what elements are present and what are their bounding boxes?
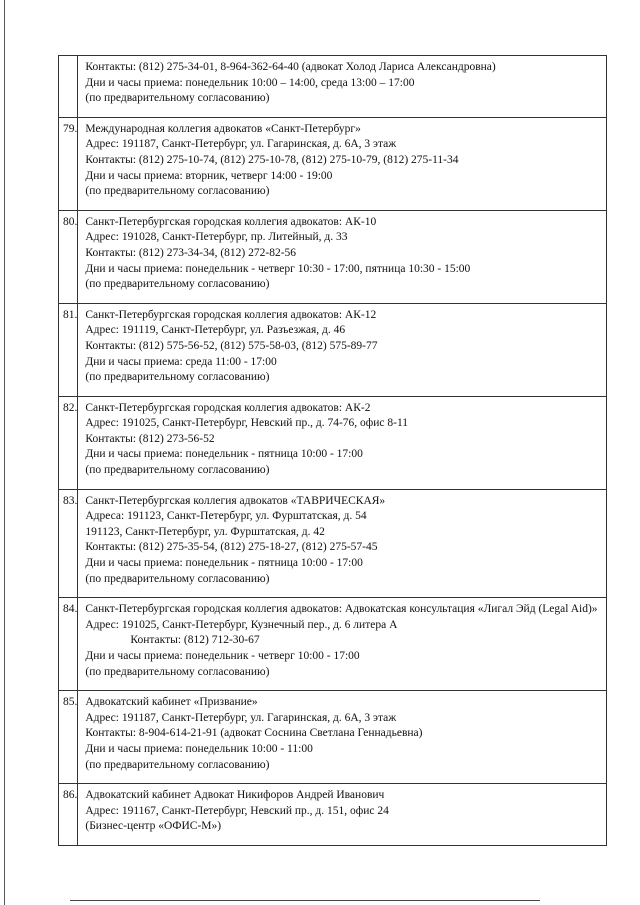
- table-row: [59, 489, 607, 598]
- entry-line: Дни и часы приема: понедельник 10:00 – 14:00, среда 13:00 – 17:00: [85, 76, 415, 89]
- entry-line: Дни и часы приема: среда 11:00 - 17:00: [85, 355, 277, 368]
- entry-number: 81.: [59, 303, 78, 396]
- entry-line: (по предварительному согласованию): [85, 665, 270, 678]
- entry-line: Дни и часы приема: понедельник - пятница 10:00 - 17:00: [85, 557, 363, 570]
- entry-number: 84.: [59, 598, 78, 691]
- entry-line: Адрес: 191025, Санкт-Петербург, Кузнечный пер., д. 6 литера А: [85, 618, 398, 631]
- entry-line: (Бизнес-центр «ОФИС-М»): [85, 820, 222, 833]
- entry-line: Контакты: (812) 575-56-52, (812) 575-58-03, (812) 575-89-77: [85, 339, 378, 352]
- entry-line: Санкт-Петербургская городская коллегия адвокатов: АК-2: [85, 401, 371, 414]
- entry-number: 86.: [59, 784, 78, 846]
- entry-line: 191123, Санкт-Петербург, ул. Фурштатская, д. 42: [85, 525, 325, 538]
- entry-line: (по предварительному согласованию): [85, 92, 270, 105]
- entry-line: Контакты: (812) 273-34-34, (812) 272-82-56: [85, 246, 297, 259]
- entry-line: Санкт-Петербургская городская коллегия адвокатов: АК-12: [85, 308, 377, 321]
- table-row: [59, 691, 607, 784]
- table-row: [59, 598, 607, 691]
- table-row: [59, 56, 607, 118]
- entry-line: (по предварительному согласованию): [85, 185, 270, 198]
- entry-line: Адреса: 191123, Санкт-Петербург, ул. Фурштатская, д. 54: [85, 510, 367, 523]
- entry-details: [78, 303, 606, 396]
- entry-details: [78, 117, 606, 210]
- entry-number: [59, 56, 78, 118]
- table-row: [59, 117, 607, 210]
- entry-number: 79.: [59, 117, 78, 210]
- entry-line: Адрес: 191167, Санкт-Петербург, Невский пр., д. 151, офис 24: [85, 804, 389, 817]
- entry-line: Адрес: 191119, Санкт-Петербург, ул. Разъезжая, д. 46: [85, 324, 346, 337]
- entry-details: [78, 210, 606, 303]
- entry-number: 85.: [59, 691, 78, 784]
- entry-line: Контакты: (812) 275-10-74, (812) 275-10-78, (812) 275-10-79, (812) 275-11-34: [85, 153, 459, 166]
- table-row: [59, 210, 607, 303]
- table-row: [59, 784, 607, 846]
- entry-details: [78, 489, 606, 598]
- entry-line: Адвокатский кабинет «Призвание»: [85, 696, 258, 709]
- entry-line: Адрес: 191187, Санкт-Петербург, ул. Гагаринская, д. 6А, 3 этаж: [85, 138, 397, 151]
- entry-line: (по предварительному согласованию): [85, 278, 270, 291]
- table-row: [59, 396, 607, 489]
- advocates-table: [58, 55, 607, 846]
- entry-line: Санкт-Петербургская городская коллегия адвокатов: АК-10: [85, 215, 377, 228]
- entry-number: 80.: [59, 210, 78, 303]
- entry-details: [78, 784, 606, 846]
- entry-line: (по предварительному согласованию): [85, 572, 270, 585]
- entry-line: Адрес: 191028, Санкт-Петербург, пр. Литейный, д. 33: [85, 231, 348, 244]
- table-row: [59, 303, 607, 396]
- entry-line: Дни и часы приема: понедельник - пятница 10:00 - 17:00: [85, 448, 363, 461]
- entry-line: Адвокатский кабинет Адвокат Никифоров Андрей Иванович: [85, 789, 385, 802]
- scan-edge-line: [4, 0, 5, 905]
- entry-line: Санкт-Петербургская коллегия адвокатов «ТАВРИЧЕСКАЯ»: [85, 494, 386, 507]
- entry-line: Контакты: 8-904-614-21-91 (адвокат Соснина Светлана Геннадьевна): [85, 727, 423, 740]
- entry-details: [78, 598, 606, 691]
- entry-line: Дни и часы приема: вторник, четверг 14:00 - 19:00: [85, 169, 333, 182]
- entry-line: Контакты: (812) 712-30-67: [130, 634, 260, 647]
- entry-details: [78, 396, 606, 489]
- entry-number: 83.: [59, 489, 78, 598]
- entry-line: Контакты: (812) 275-34-01, 8-964-362-64-40 (адвокат Холод Лариса Александровна): [85, 61, 496, 73]
- entry-line: Контакты: (812) 275-35-54, (812) 275-18-27, (812) 275-57-45: [85, 541, 378, 554]
- entry-line: Адрес: 191187, Санкт-Петербург, ул. Гагаринская, д. 6А, 3 этаж: [85, 711, 397, 724]
- entry-line: Дни и часы приема: понедельник - четверг 10:30 - 17:00, пятница 10:30 - 15:00: [85, 262, 471, 275]
- entry-line: Международная коллегия адвокатов «Санкт-Петербург»: [85, 122, 361, 135]
- entry-line: Дни и часы приема: понедельник 10:00 - 11:00: [85, 742, 313, 755]
- entry-line: Контакты: (812) 273-56-52: [85, 432, 215, 445]
- entry-line: Санкт-Петербургская городская коллегия адвокатов: Адвокатская консультация «Лигал Эйд (Legal Aid)»: [85, 603, 598, 616]
- entry-details: [78, 56, 606, 118]
- entry-details: [78, 691, 606, 784]
- advocates-table-body: [59, 56, 607, 846]
- page-bottom-rule: [70, 900, 540, 901]
- entry-line: Адрес: 191025, Санкт-Петербург, Невский пр., д. 74-76, офис 8-11: [85, 417, 409, 430]
- entry-line: Дни и часы приема: понедельник - четверг 10:00 - 17:00: [85, 650, 360, 662]
- entry-line: (по предварительному согласованию): [85, 371, 270, 384]
- entry-line: (по предварительному согласованию): [85, 464, 270, 477]
- entry-line: (по предварительному согласованию): [85, 758, 270, 771]
- entry-number: 82.: [59, 396, 78, 489]
